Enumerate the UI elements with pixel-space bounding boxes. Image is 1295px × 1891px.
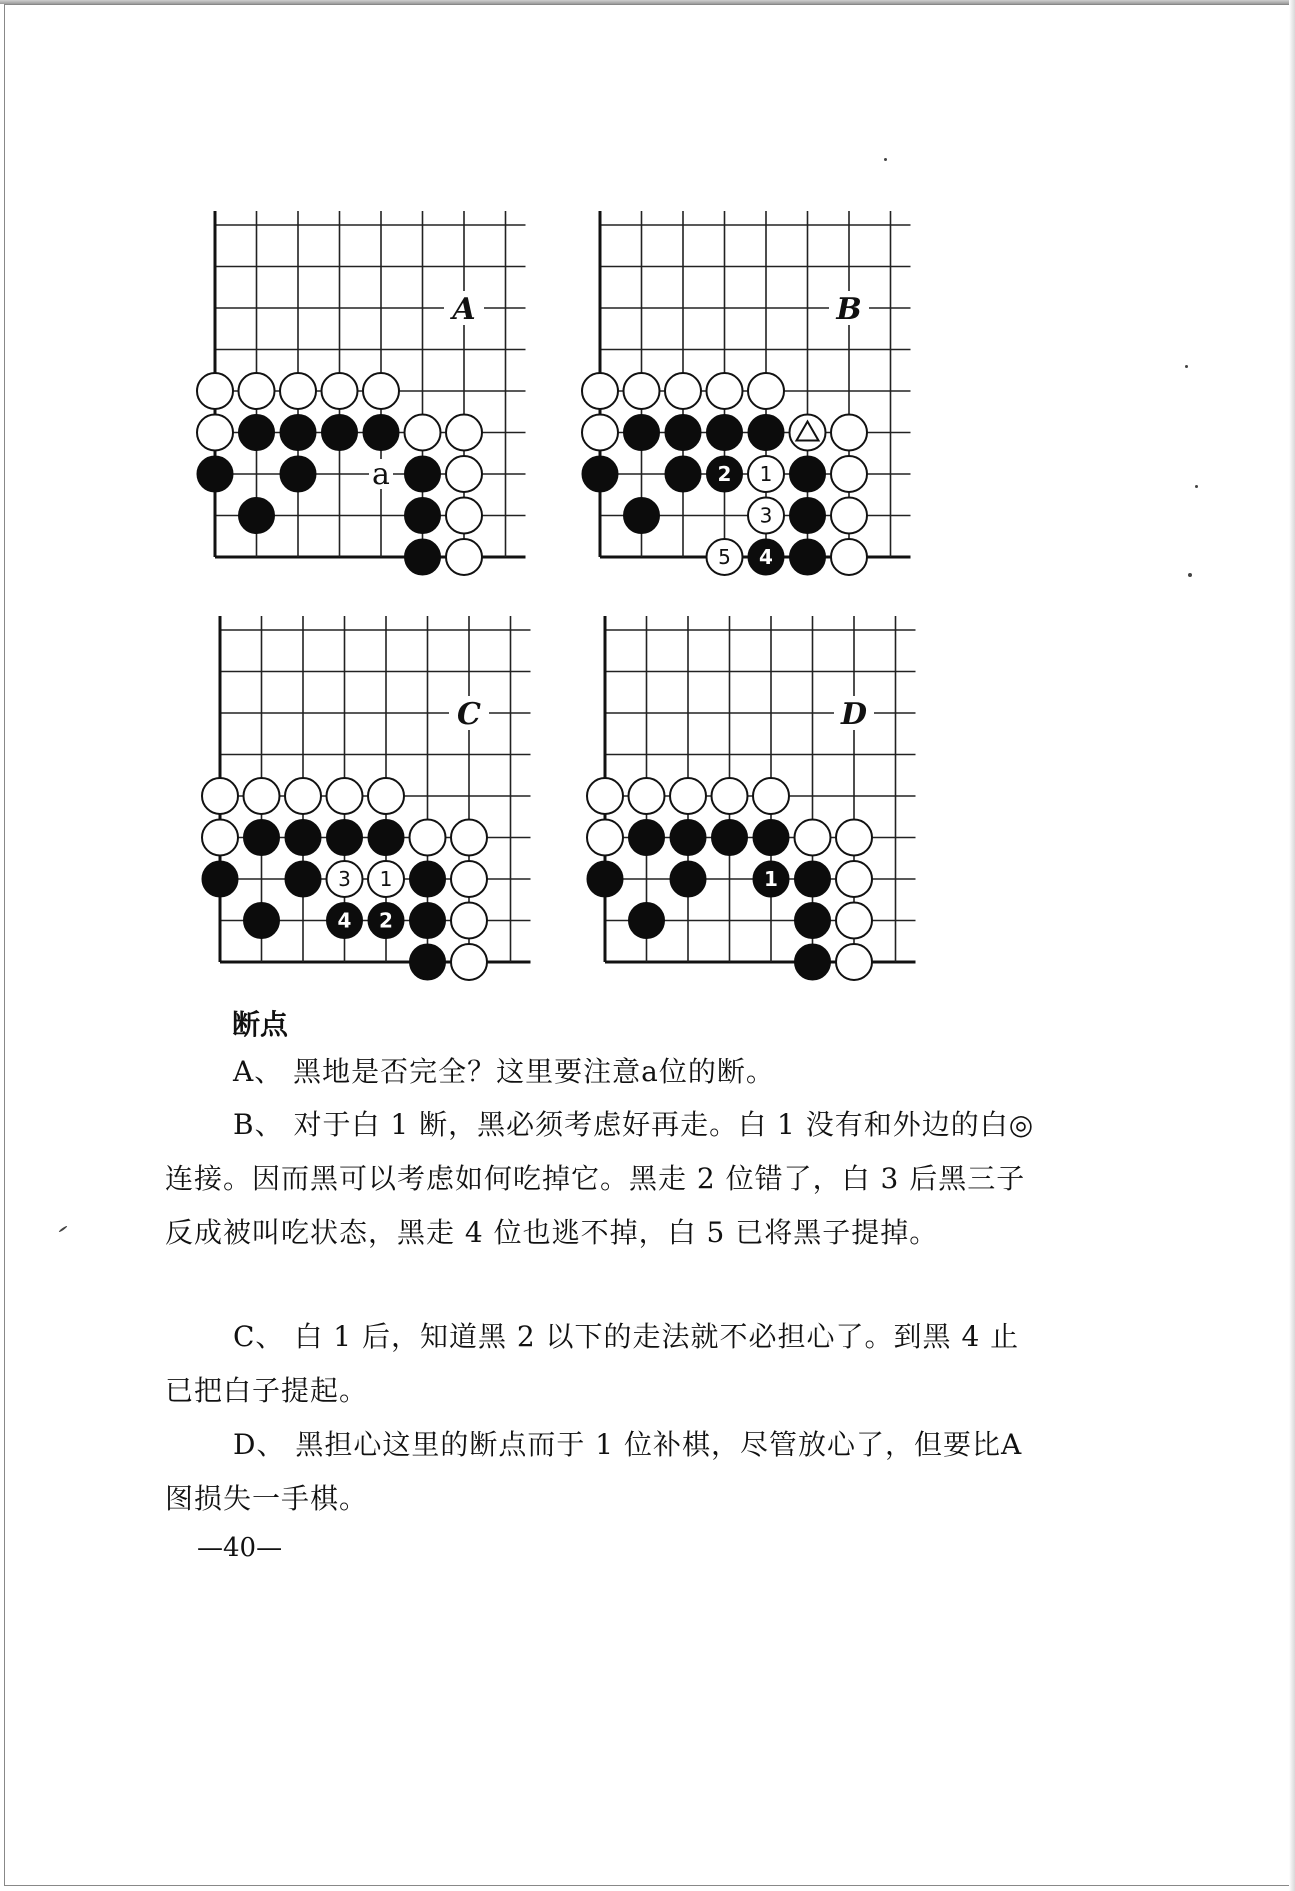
go-diagram-d [585, 615, 965, 1005]
black-stone [753, 820, 789, 856]
go-diagram-b [580, 210, 960, 600]
white-stone [836, 861, 872, 897]
white-stone [446, 415, 482, 451]
black-stone [405, 456, 441, 492]
black-stone [795, 903, 831, 939]
white-stone [712, 778, 748, 814]
white-stone [836, 903, 872, 939]
scan-right-edge [1289, 0, 1295, 1891]
white-stone [410, 820, 446, 856]
white-stone [831, 498, 867, 534]
move-number: 4 [337, 908, 352, 933]
white-stone [670, 778, 706, 814]
black-stone [322, 415, 358, 451]
diagram-label-a: A [452, 292, 476, 327]
black-stone [405, 498, 441, 534]
scan-speck [884, 158, 887, 161]
black-stone [327, 820, 363, 856]
diagram-label-b: B [836, 292, 862, 327]
white-stone [446, 539, 482, 575]
move-number: 3 [759, 503, 773, 528]
black-stone [670, 820, 706, 856]
black-stone [410, 903, 446, 939]
black-stone [624, 498, 660, 534]
white-stone [451, 861, 487, 897]
move-number: 2 [717, 462, 732, 486]
move-number: 1 [379, 867, 393, 891]
move-number: 4 [759, 545, 773, 569]
black-stone [368, 820, 404, 856]
white-stone [587, 820, 623, 856]
white-stone [451, 944, 487, 980]
go-diagram-c [200, 615, 580, 1005]
black-stone [244, 820, 280, 856]
white-stone [836, 944, 872, 980]
paragraph-c: C、 白 1 后，知道黑 2 以下的走法就不必担心了。到黑 4 止已把白子提起。 [165, 1320, 1020, 1407]
move-number: 2 [379, 908, 393, 933]
black-stone [624, 415, 660, 451]
paragraph-d: D、 黑担心这里的断点而于 1 位补棋，尽管放心了，但要比A 图损失一手棋。 [165, 1428, 1023, 1515]
black-stone [790, 456, 826, 492]
white-stone [197, 373, 233, 409]
white-stone [624, 373, 660, 409]
white-stone [451, 903, 487, 939]
black-stone [712, 820, 748, 856]
black-stone [582, 456, 618, 492]
white-stone [795, 820, 831, 856]
black-stone [665, 456, 701, 492]
white-stone [197, 415, 233, 451]
black-stone [629, 903, 665, 939]
white-stone [202, 820, 238, 856]
white-stone [836, 820, 872, 856]
black-stone [197, 456, 233, 492]
scan-speck [1185, 365, 1188, 368]
black-stone [280, 415, 316, 451]
diagram-label-c: C [457, 697, 481, 732]
black-stone [244, 903, 280, 939]
white-stone [629, 778, 665, 814]
scan-speck [1195, 485, 1198, 488]
white-stone [748, 373, 784, 409]
white-stone [239, 373, 275, 409]
black-stone [790, 539, 826, 575]
paragraph-a: A、 黑地是否完全？这里要注意a位的断。 [233, 1055, 775, 1088]
white-stone [285, 778, 321, 814]
white-stone [280, 373, 316, 409]
section-title: 断点 [232, 1008, 289, 1041]
white-stone [327, 778, 363, 814]
page-number: —40— [197, 1533, 283, 1563]
move-number: 5 [718, 545, 731, 569]
white-stone [368, 778, 404, 814]
white-stone [831, 415, 867, 451]
white-stone [202, 778, 238, 814]
white-stone [665, 373, 701, 409]
white-stone [446, 456, 482, 492]
black-stone [410, 944, 446, 980]
white-stone [831, 539, 867, 575]
white-stone [587, 778, 623, 814]
scan-speck [1188, 573, 1192, 577]
black-stone [280, 456, 316, 492]
black-stone [629, 820, 665, 856]
white-stone [707, 373, 743, 409]
black-stone [405, 539, 441, 575]
black-stone [795, 861, 831, 897]
white-stone [582, 415, 618, 451]
white-stone [753, 778, 789, 814]
white-stone [405, 415, 441, 451]
white-stone [363, 373, 399, 409]
black-stone [748, 415, 784, 451]
point-label-a: a [372, 457, 390, 492]
white-stone [451, 820, 487, 856]
black-stone [239, 415, 275, 451]
black-stone [239, 498, 275, 534]
white-stone [831, 456, 867, 492]
white-stone [244, 778, 280, 814]
move-number: 1 [759, 462, 773, 486]
move-number: 1 [764, 867, 778, 891]
black-stone [587, 861, 623, 897]
black-stone [285, 820, 321, 856]
diagram-label-d: D [840, 697, 868, 732]
black-stone [795, 944, 831, 980]
black-stone [790, 498, 826, 534]
white-stone [446, 498, 482, 534]
white-stone [582, 373, 618, 409]
black-stone [707, 415, 743, 451]
black-stone [410, 861, 446, 897]
black-stone [363, 415, 399, 451]
black-stone [670, 861, 706, 897]
white-stone [322, 373, 358, 409]
go-diagram-a [195, 210, 575, 600]
black-stone [285, 861, 321, 897]
black-stone [665, 415, 701, 451]
black-stone [202, 861, 238, 897]
move-number: 3 [338, 867, 351, 891]
paragraph-b: B、 对于白 1 断，黑必须考虑好再走。白 1 没有和外边的白◎连接。因而黑可以考虑如何吃掉它。黑走 2 位错了，白 3 后黑三子反成被叫吃状态，黑走 4 位也逃不掉，白 5 已将黑子提掉。 [165, 1108, 1035, 1249]
